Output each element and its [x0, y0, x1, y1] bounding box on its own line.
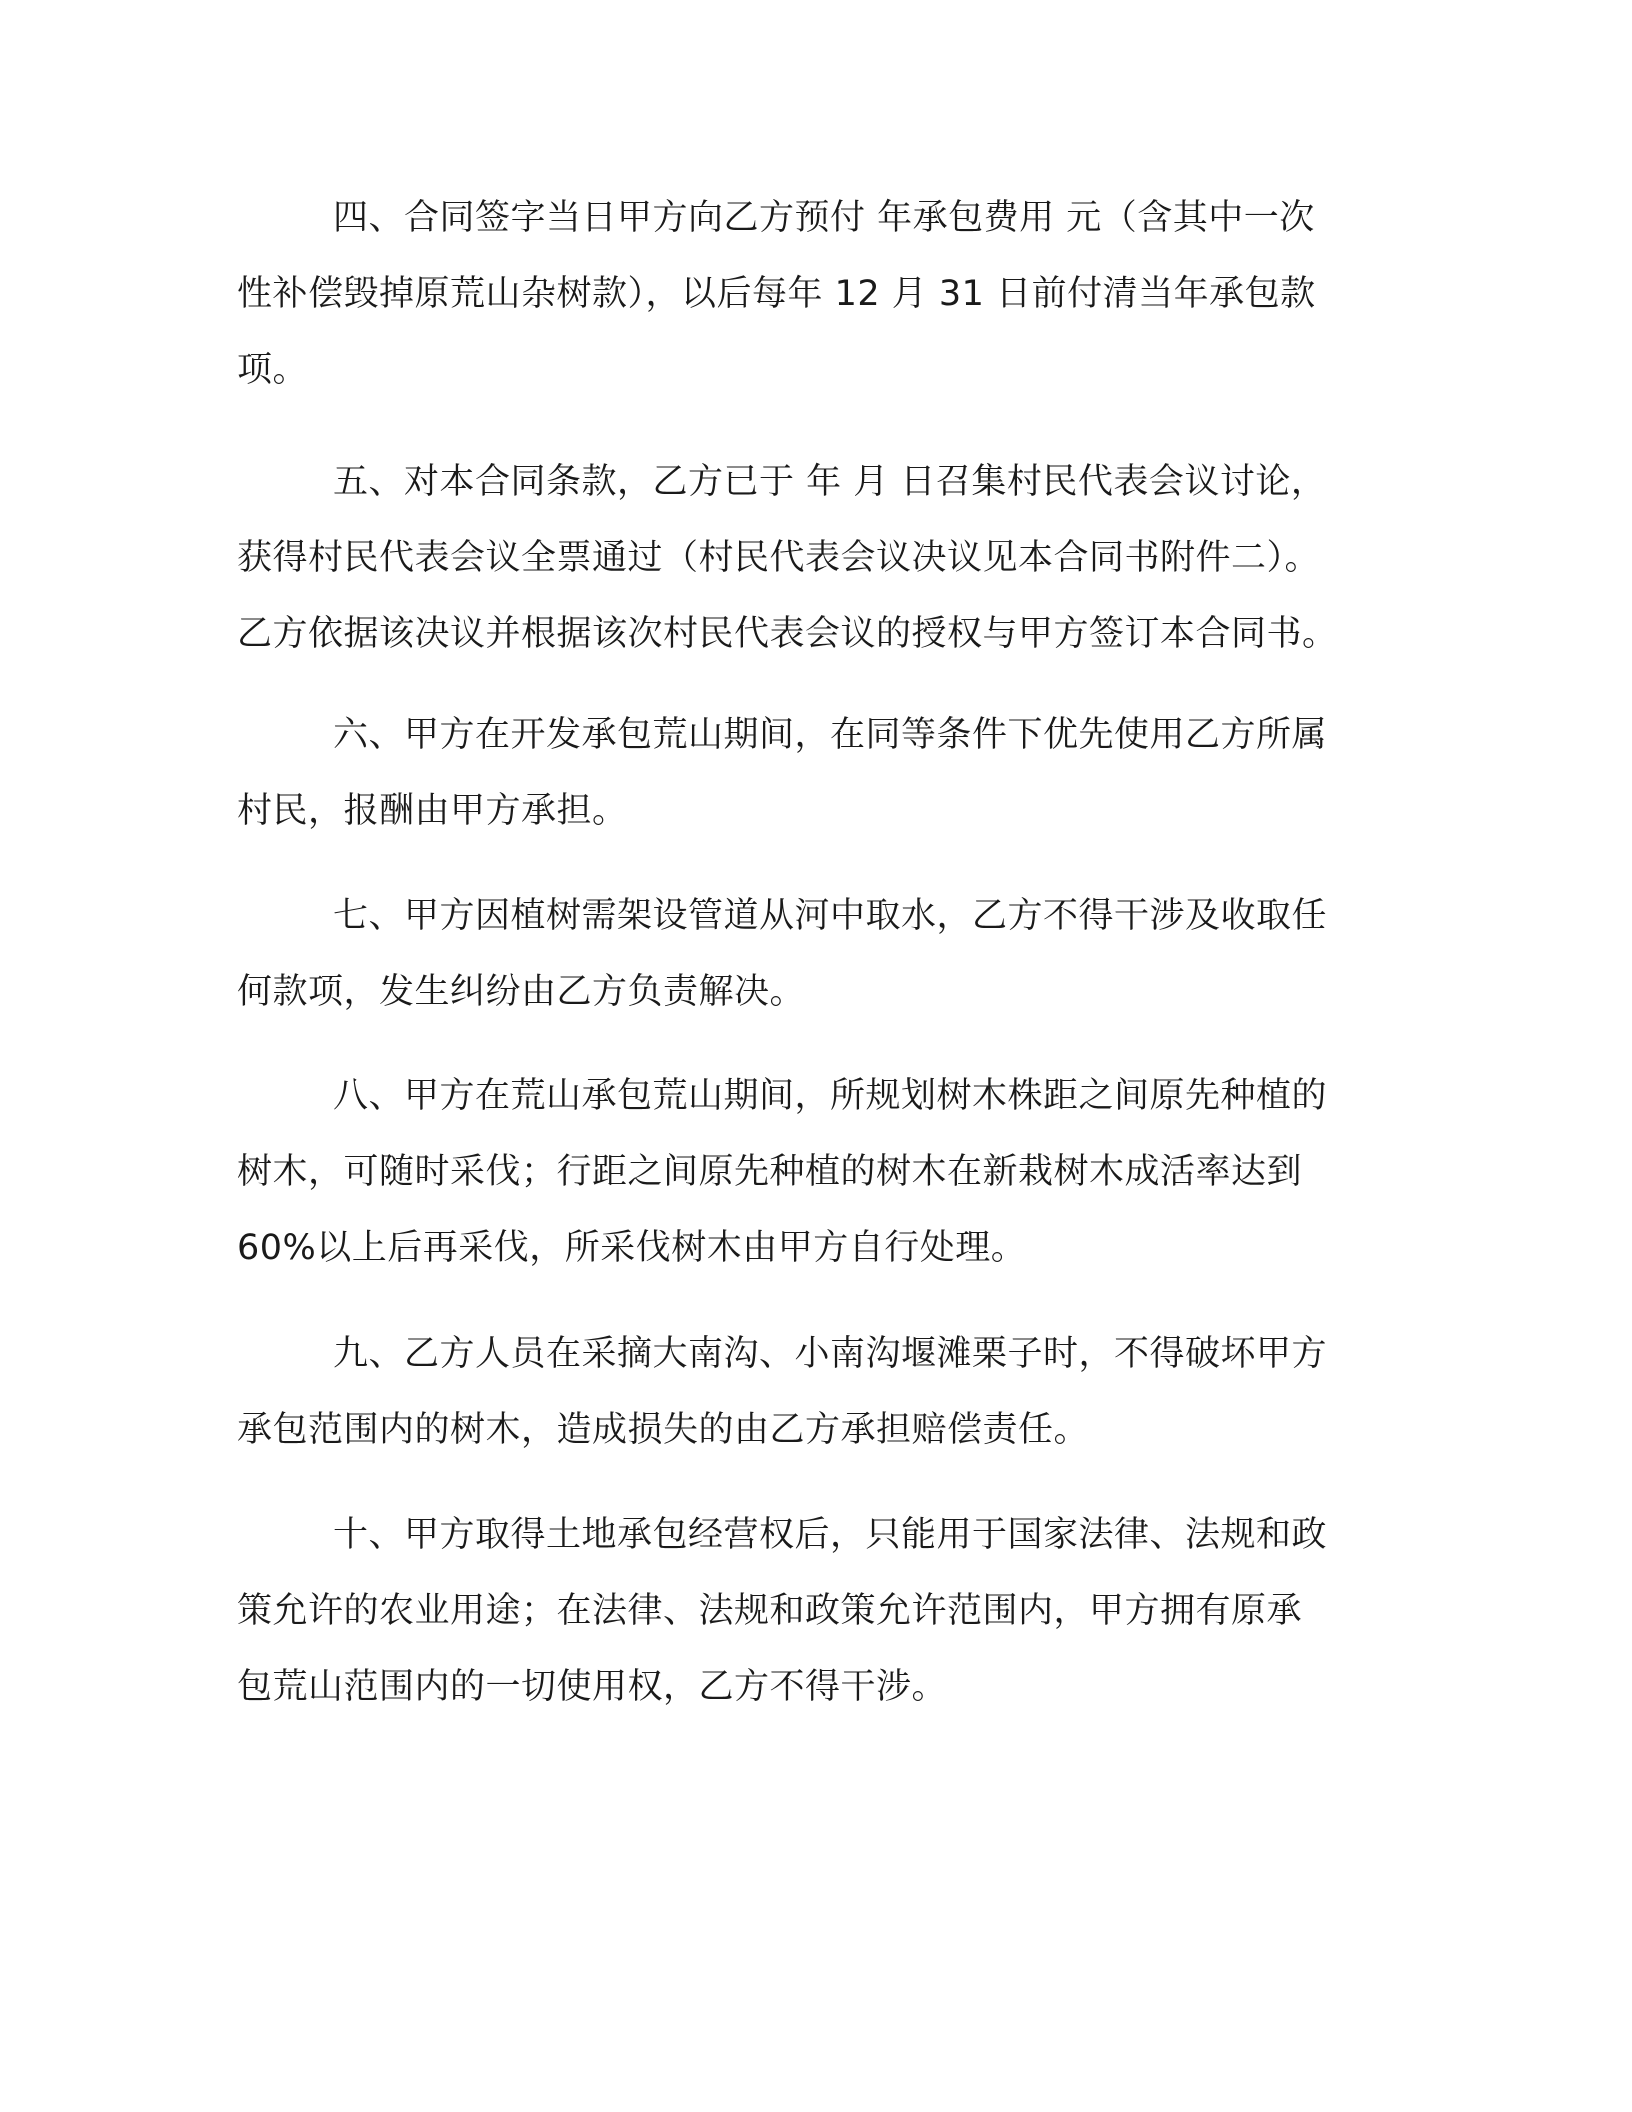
clause-5 — [237, 444, 1377, 672]
clause-7-line-2: 何款项，发生纠纷由乙方负责解决。 — [237, 972, 806, 1012]
clause-10 — [237, 1497, 1377, 1725]
clause-4-line-2: 性补偿毁掉原荒山杂树款），以后每年 12 月 31 日前付清当年承包款 — [237, 274, 1316, 314]
clause-10-line-3: 包荒山范围内的一切使用权，乙方不得干涉。 — [237, 1667, 948, 1707]
clause-9-line-1: 九、乙方人员在采摘大南沟、小南沟堰滩栗子时，不得破坏甲方 — [333, 1334, 1328, 1374]
clause-5-line-2: 获得村民代表会议全票通过（村民代表会议决议见本合同书附件二）。 — [237, 538, 1321, 578]
clause-8-line-3: 60%以上后再采伐，所采伐树木由甲方自行处理。 — [237, 1228, 1027, 1268]
clause-8-line-1: 八、甲方在荒山承包荒山期间，所规划树木株距之间原先种植的 — [333, 1076, 1328, 1116]
clause-6-line-1: 六、甲方在开发承包荒山期间，在同等条件下优先使用乙方所属 — [333, 715, 1328, 755]
clause-5-line-1: 五、对本合同条款，乙方已于 年 月 日召集村民代表会议讨论， — [333, 462, 1327, 502]
clause-8-line-2: 树木，可随时采伐；行距之间原先种植的树木在新栽树木成活率达到 — [237, 1152, 1303, 1192]
clause-9 — [237, 1316, 1377, 1468]
clause-8 — [237, 1058, 1377, 1286]
clause-4-line-1: 四、合同签字当日甲方向乙方预付 年承包费用 元（含其中一次 — [333, 198, 1315, 238]
clause-5-line-3: 乙方依据该决议并根据该次村民代表会议的授权与甲方签订本合同书。 — [237, 614, 1338, 654]
clause-4-line-3: 项。 — [237, 350, 309, 390]
clause-6 — [237, 697, 1377, 849]
clause-10-line-1: 十、甲方取得土地承包经营权后，只能用于国家法律、法规和政 — [333, 1515, 1328, 1555]
clause-4 — [237, 180, 1377, 408]
clause-6-line-2: 村民，报酬由甲方承担。 — [237, 791, 628, 831]
clause-7-line-1: 七、甲方因植树需架设管道从河中取水，乙方不得干涉及收取任 — [333, 896, 1328, 936]
clause-10-line-2: 策允许的农业用途；在法律、法规和政策允许范围内，甲方拥有原承 — [237, 1591, 1303, 1631]
clause-9-line-2: 承包范围内的树木，造成损失的由乙方承担赔偿责任。 — [237, 1410, 1090, 1450]
clause-7 — [237, 878, 1377, 1030]
